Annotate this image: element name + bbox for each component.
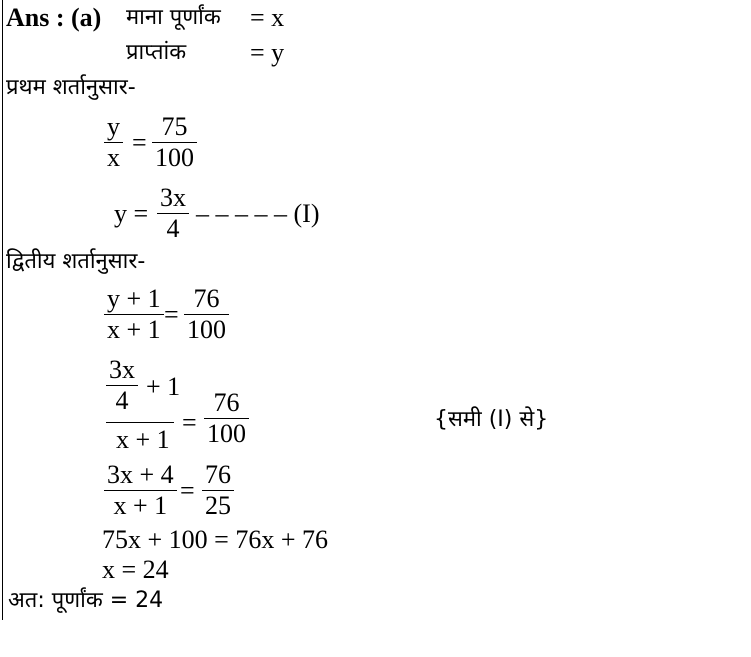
eq5-rhs-denominator: 25	[205, 491, 231, 520]
eq5-numerator: 3x + 4	[107, 460, 174, 489]
eq3-numerator: y + 1	[107, 284, 161, 313]
first-condition-label: प्रथम शर्तानुसार-	[6, 75, 136, 100]
eq4-rhs-denominator: 100	[207, 419, 246, 448]
eq4-plus-one: + 1	[146, 372, 181, 401]
eq3-denominator: x + 1	[107, 315, 161, 344]
eq7: x = 24	[102, 555, 169, 584]
let-obtained-marks: प्राप्तांक	[126, 40, 187, 65]
let-obtained-marks-value: = y	[250, 38, 285, 67]
eq4-inner-numerator: 3x	[109, 355, 135, 384]
answer-label: Ans : (a)	[6, 3, 102, 32]
eq2-denominator: 4	[166, 214, 180, 243]
eq2-lhs: y =	[114, 199, 149, 228]
let-full-marks: माना पूर्णांक	[126, 5, 221, 30]
eq4-rhs-fraction	[204, 388, 249, 449]
let-full-marks-value: = x	[250, 3, 285, 32]
eq1-numerator: y	[107, 112, 120, 141]
left-margin-line	[2, 0, 3, 620]
eq4-main-fraction-bar	[106, 422, 174, 423]
eq5-lhs-fraction	[104, 460, 177, 521]
reference-note: {समी (I) से}	[434, 407, 549, 432]
final-result: अत: पूर्णांक = 24	[8, 588, 164, 613]
eq5-rhs-numerator: 76	[205, 460, 231, 489]
eq4-equals: =	[182, 408, 197, 437]
eq4-inner-denominator: 4	[115, 386, 129, 415]
eq4-rhs-numerator: 76	[213, 388, 240, 417]
eq2-numerator: 3x	[160, 183, 186, 212]
eq5-equals: =	[180, 476, 195, 505]
second-condition-label: द्वितीय शर्तानुसार-	[6, 249, 146, 274]
eq2-tail: – – – – – (I)	[196, 199, 320, 228]
eq3-lhs-fraction	[104, 284, 164, 345]
eq4-inner-fraction	[106, 355, 138, 416]
eq1-rhs-numerator: 75	[161, 112, 188, 141]
eq3-rhs-numerator: 76	[193, 284, 220, 313]
eq3-equals: =	[164, 300, 179, 329]
eq1-equals: =	[132, 128, 147, 157]
eq3-rhs-denominator: 100	[187, 315, 226, 344]
eq5-rhs-fraction	[202, 460, 234, 521]
eq5-denominator: x + 1	[113, 491, 168, 520]
eq2-fraction	[157, 183, 189, 244]
eq1-rhs-fraction	[152, 112, 197, 173]
eq1-lhs-fraction	[104, 112, 123, 173]
eq4-denominator: x + 1	[116, 425, 170, 454]
eq1-denominator: x	[107, 143, 120, 172]
eq3-rhs-fraction	[184, 284, 229, 345]
eq1-rhs-denominator: 100	[155, 143, 194, 172]
eq6: 75x + 100 = 76x + 76	[102, 525, 328, 554]
